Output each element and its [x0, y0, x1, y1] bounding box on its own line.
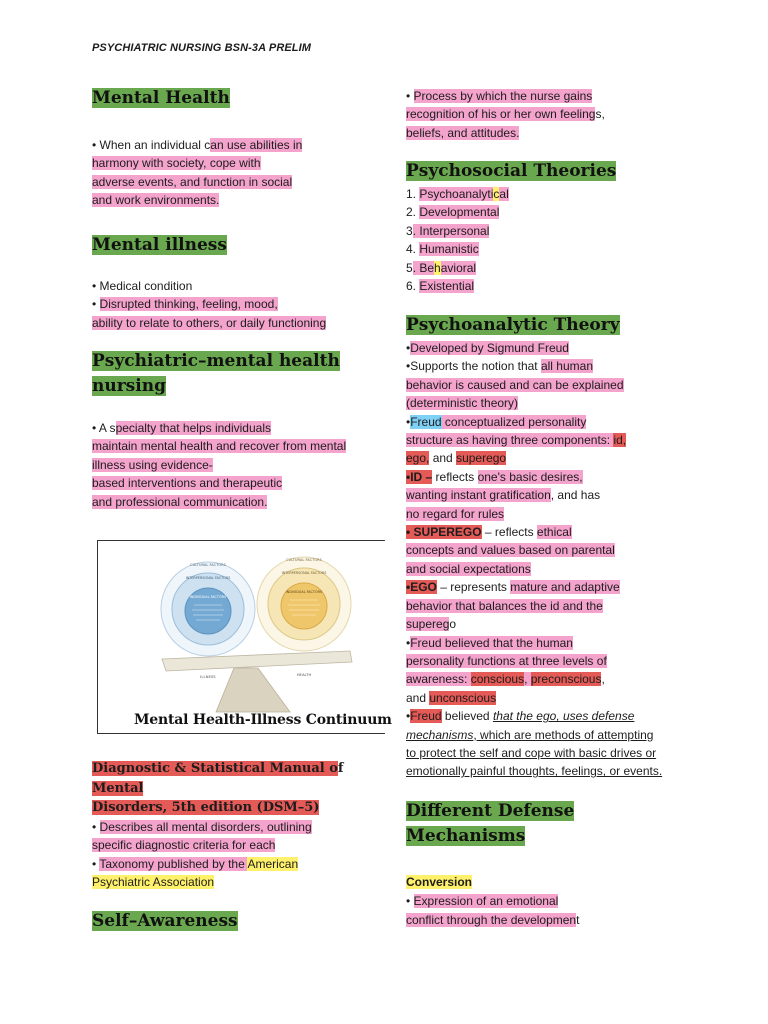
- svg-text:INDIVIDUAL FACTORS: INDIVIDUAL FACTORS: [189, 595, 227, 599]
- heading-defense-mechanisms: Different Defense Mechanisms: [406, 801, 575, 846]
- dsm-bullets: • Describes all mental disorders, outlining specific diagnostic criteria for each • Taxonomy published by the American Psychiatric Association: [92, 820, 312, 890]
- list-item: 5. Behavioral: [406, 260, 477, 275]
- mental-illness-bullets: • Medical condition • Disrupted thinking, feeling, mood, ability to relate to others, or daily functioning: [92, 279, 327, 330]
- defense-conversion: Conversion • Expression of an emotional conflict through the development: [406, 875, 580, 927]
- list-item: 4. Humanistic: [406, 242, 479, 257]
- svg-text:CULTURAL FACTORS: CULTURAL FACTORS: [286, 558, 322, 562]
- scale-fulcrum: [216, 668, 290, 712]
- svg-text:INTERPERSONAL FACTORS: INTERPERSONAL FACTORS: [281, 571, 327, 575]
- heading-mental-illness: Mental illness: [92, 235, 227, 255]
- heading-psychosocial-theories: Psychosocial Theories: [406, 161, 617, 181]
- pmhn-definition: • A specialty that helps individuals maintain mental health and recover from mental illness using evidence- based interventions and therapeutic and professional communication.: [92, 421, 347, 509]
- continuum-figure: [97, 540, 392, 734]
- psychoanalytic-body: •Developed by Sigmund Freud •Supports the notion that all human behavior is caused and can be explained (deterministic theory) •Freud conceptualized personality structure as having three components: id, ego, and superego •ID – reflects one's basic desires, wanting instant gratification, and has no regard for rules • SUPEREGO – reflects ethical concepts and values based on parental and social expectations •EGO – represents mature and adaptive behavior that balances the id and the superego •Freud believed that the human personality functions at three levels of awareness: conscious, preconscious, and unconscious •Freud believed that the ego, uses defense mechanisms, which are methods of attempting to protect the self and cope with basic drives or emotionally painful thoughts, feelings, or events.: [406, 341, 663, 779]
- health-circle: [257, 557, 351, 651]
- psychosocial-list: [406, 185, 509, 295]
- heading-mental-health: Mental Health: [92, 88, 230, 108]
- heading-self-awareness: Self–Awareness: [92, 911, 238, 931]
- health-label: HEALTH: [296, 672, 312, 677]
- svg-text:INDIVIDUAL FACTORS: INDIVIDUAL FACTORS: [285, 590, 323, 594]
- svg-text:CULTURAL FACTORS: CULTURAL FACTORS: [190, 563, 226, 567]
- mental-health-definition: • When an individual can use abilities in harmony with society, cope with adverse events, and function in social and work environments.: [92, 138, 303, 208]
- list-item: 1. Psychoanalytical: [406, 187, 509, 201]
- illness-label: ILLNESS: [200, 674, 216, 679]
- heading-pmhn: Psychiatric–mental health nursing: [92, 351, 340, 396]
- document-header: PSYCHIATRIC NURSING BSN-3A PRELIM: [92, 42, 312, 54]
- svg-text:INTERPERSONAL FACTORS: INTERPERSONAL FACTORS: [185, 576, 231, 580]
- figure-caption: Mental Health-Illness Continuum: [134, 712, 392, 728]
- illness-circle: [161, 562, 255, 656]
- list-item: 2. Developmental: [406, 205, 500, 220]
- self-awareness-definition: • Process by which the nurse gains recognition of his or her own feelings, beliefs, and attitudes.: [406, 89, 605, 140]
- list-item: 6. Existential: [406, 279, 475, 294]
- continuum-illustration: [98, 541, 386, 735]
- list-item: 3. Interpersonal: [406, 223, 490, 238]
- conversion-label: Conversion: [406, 875, 473, 889]
- heading-psychoanalytic-theory: Psychoanalytic Theory: [406, 315, 620, 335]
- dsm-title: Diagnostic & Statistical Manual of Mental Disorders, 5th edition (DSM–5): [92, 761, 344, 815]
